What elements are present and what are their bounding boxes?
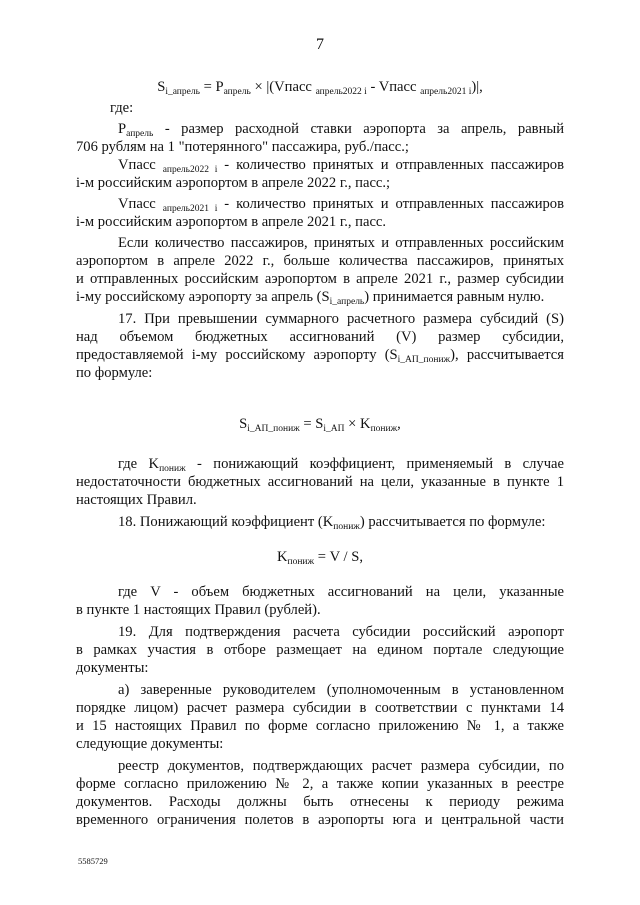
item-a-line4: следующие документы: xyxy=(76,736,224,752)
paragraph-zero-condition-line4: i-му российскому аэропорту за апрель $(S_{i\_апрель})$ принимается равным нулю. xyxy=(76,289,545,307)
definition-p-april: $P_{апрель}$ - размер расходной ставки аэропорта за апрель, равный xyxy=(118,121,564,139)
paragraph-17-line2: над объемом бюджетных ассигнований (V) размер субсидии, xyxy=(76,329,564,345)
registry-paragraph-line2: форме согласно приложению № 2, а также копии указанных в реестре xyxy=(76,776,564,792)
definition-v-2021: Vпасс $_{апрель2021 i}$ - количество принятых и отправленных пассажиров xyxy=(118,196,564,214)
registry-paragraph-line3: документов. Расходы должны быть отнесены к периоду режима xyxy=(76,794,564,810)
paragraph-zero-condition-line3: и отправленных российским аэропортом в апреле 2021 г., размер субсидии xyxy=(76,271,564,287)
definition-v-budget-line2: в пункте 1 настоящих Правил (рублей). xyxy=(76,602,321,618)
formula-k-reducing: $K_{пониж} = V / S$, xyxy=(276,549,364,567)
document-code: 5585729 xyxy=(78,856,108,866)
definition-k-reducing: где $K_{пониж}$ - понижающий коэффициент, применяемый в случае xyxy=(118,456,564,474)
registry-paragraph: реестр документов, подтверждающих расчет размера субсидии, по xyxy=(118,758,564,774)
definition-k-reducing-line2: недостаточности бюджетных ассигнований на цели, указанные в пункте 1 xyxy=(76,474,564,490)
definition-v-2022: Vпасс $_{апрель2022 i}$ - количество принятых и отправленных пассажиров xyxy=(118,157,564,175)
paragraph-17-line4: по формуле: xyxy=(76,365,153,381)
registry-paragraph-line4: временного ограничения полетов в аэропорты юга и центральной части xyxy=(76,812,564,828)
paragraph-19: 19. Для подтверждения расчета субсидии российский аэропорт xyxy=(118,624,564,640)
formula-subsidy-reduced: $S_{i\_АП\_пониж} = S_{i\_АП} \times K_{пониж}$, xyxy=(239,416,401,434)
definition-k-reducing-line3: настоящих Правил. xyxy=(76,492,197,508)
definition-p-april-cont: 706 рублям на 1 "потерянного" пассажира, руб./пасс.; xyxy=(76,139,409,155)
paragraph-17-line3: предоставляемой i-му российскому аэропорту $(S_{i\_АП\_пониж})$, рассчитывается xyxy=(76,347,564,365)
paragraph-zero-condition-line2: аэропортом в апреле 2022 г., больше количества пассажиров, принятых xyxy=(76,253,564,269)
paragraph-19-line2: в рамках участия в отборе размещает на едином портале следующие xyxy=(76,642,564,658)
formula-subsidy-april: $S_{i\_апрель} = P_{апрель}$ × |(Vпасс $_{апрель2022 i}$ - Vпасс $_{апрель2021 i}$)|, xyxy=(157,79,483,97)
definition-v-2022-cont: i-м российским аэропортом в апреле 2022 г., пасс.; xyxy=(76,175,391,191)
paragraph-zero-condition: Если количество пассажиров, принятых и отправленных российским xyxy=(118,235,564,251)
item-a-line2: порядке лицом) расчет размера субсидии в соответствии с пунктами 14 xyxy=(76,700,564,716)
item-a-line3: и 15 настоящих Правил по форме согласно приложению № 1, а также xyxy=(76,718,564,734)
page-number: 7 xyxy=(316,36,324,53)
definition-v-2021-cont: i-м российским аэропортом в апреле 2021 г., пасс. xyxy=(76,214,387,230)
item-a: а) заверенные руководителем (уполномоченным в установленном xyxy=(118,682,564,698)
where-label: где: xyxy=(110,100,134,116)
paragraph-18: 18. Понижающий коэффициент $(K_{пониж})$ рассчитывается по формуле: xyxy=(118,514,546,532)
paragraph-17: 17. При превышении суммарного расчетного размера субсидий (S) xyxy=(118,311,564,327)
definition-v-budget: где V - объем бюджетных ассигнований на цели, указанные xyxy=(118,584,564,600)
paragraph-19-line3: документы: xyxy=(76,660,149,676)
